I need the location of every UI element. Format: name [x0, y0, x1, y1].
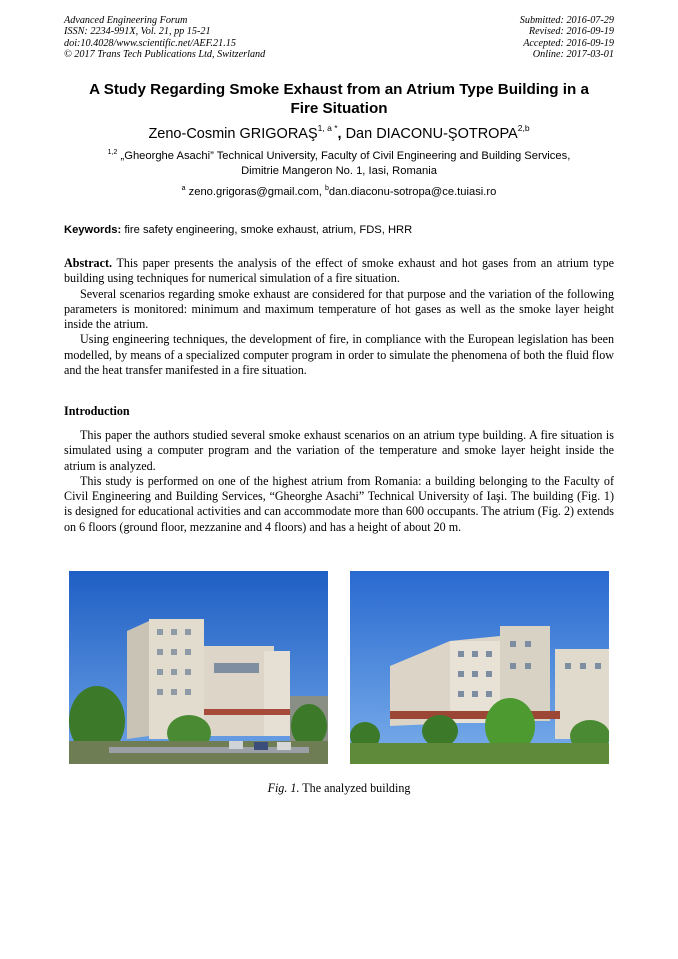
figure-caption-text: The analyzed building [302, 781, 411, 795]
author-2-sup: 2,b [517, 123, 530, 133]
keywords [64, 223, 614, 237]
online-date: Online: 2017-03-01 [532, 49, 614, 61]
author-list [60, 125, 618, 143]
copyright-line: © 2017 Trans Tech Publications Ltd, Switzerland [64, 49, 266, 61]
author-1: Zeno-Cosmin GRIGORAŞ [148, 126, 318, 142]
issn-line: ISSN: 2234-991X, Vol. 21, pp 15-21 [64, 26, 211, 38]
keywords-label: Keywords: [64, 224, 122, 236]
abstract-para-1: Abstract. This paper presents the analysis of the effect of smoke exhaust and hot gases from an atrium type building using techniques for numerical simulation of a fire situation. [64, 256, 614, 286]
author-separator: , [337, 126, 342, 142]
building-photo-right-image [350, 571, 609, 764]
title-line-1: A Study Regarding Smoke Exhaust from an Atrium Type Building in a [89, 81, 589, 98]
affiliation-sup: 1,2 [107, 149, 118, 156]
figure-caption [64, 781, 614, 796]
revised-date: Revised: 2016-09-19 [528, 26, 614, 38]
abstract-para-3: Using engineering techniques, the development of fire, in compliance with the European legislation has been modelled, by means of a specialized computer program in order to simulate the phenomena of both the fluid flow and the heat transfer manifested in a fire situation. [64, 332, 614, 378]
figure-label: Fig. 1. [267, 781, 300, 795]
abstract-label: Abstract. [64, 256, 113, 270]
doi-line: doi:10.4028/www.scientific.net/AEF.21.15 [64, 37, 236, 49]
paper-title [60, 80, 618, 118]
accepted-date: Accepted: 2016-09-19 [523, 37, 614, 49]
building-photo-right [350, 571, 609, 764]
author-emails [60, 185, 618, 199]
submitted-date: Submitted: 2016-07-29 [519, 15, 614, 26]
intro-para-1: This paper the authors studied several smoke exhaust scenarios on an atrium type building. A fire situation is simulated using a computer program and the variation of the temperature and smoke layer height inside the atrium is analyzed. [64, 428, 614, 473]
affiliation [60, 149, 618, 179]
author-2: Dan DIACONU-ŞOTROPA [345, 126, 518, 142]
building-photo-left-image [69, 571, 328, 764]
intro-para-2: This study is performed on one of the highest atrium from Romania: a building belonging to the Faculty of Civil Engineering and Building Services, “Gheorghe Asachi” Technical University of Iaşi. The building (Fig. 1) is designed for educational activities and can accommodate more than 600 occupants. The atrium (Fig. 2) extends on 6 floors (ground floor, mezzanine and 4 floors) and has a height of about 20 m. [64, 473, 614, 534]
header-right [520, 15, 614, 61]
abstract-para-2: Several scenarios regarding smoke exhaust are considered for that purpose and the variation of the following parameters is monitored: minimum and maximum temperature of hot gases as well as the smoke layer height inside the atrium. [64, 286, 614, 332]
introduction-section [64, 428, 614, 535]
title-line-2: Fire Situation [290, 100, 388, 117]
email-a-link[interactable]: zeno.grigoras@gmail.com, [188, 186, 322, 198]
email-b-sup: b [324, 185, 329, 192]
keywords-text: fire safety engineering, smoke exhaust, atrium, FDS, HRR [124, 224, 413, 236]
affiliation-line-2: Dimitrie Mangeron No. 1, Iasi, Romania [241, 165, 437, 177]
introduction-heading: Introduction [64, 404, 130, 418]
journal-name: Advanced Engineering Forum [64, 15, 188, 26]
abstract-section [64, 256, 614, 378]
email-a-sup: a [181, 185, 186, 192]
affiliation-line-1: „Gheorghe Asachi” Technical University, Faculty of Civil Engineering and Building Services, [120, 150, 571, 162]
building-photo-left [69, 571, 328, 764]
email-b-link[interactable]: dan.diaconu-sotropa@ce.tuiasi.ro [328, 186, 497, 198]
header-left [64, 15, 265, 61]
author-1-sup: 1, a * [317, 123, 338, 133]
